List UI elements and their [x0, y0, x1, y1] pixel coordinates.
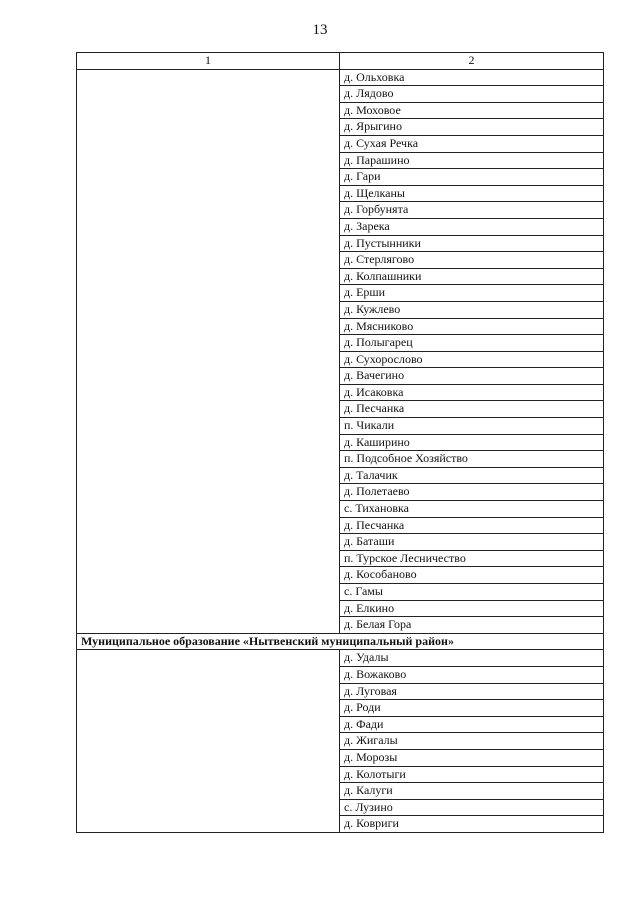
settlement-cell: д. Горбунята	[340, 202, 604, 219]
settlement-cell: д. Вожаково	[340, 666, 604, 683]
settlement-cell: д. Лядово	[340, 86, 604, 103]
settlement-cell: д. Фади	[340, 716, 604, 733]
column-header-1: 1	[77, 53, 340, 70]
settlement-cell: д. Исаковка	[340, 384, 604, 401]
settlement-cell: д. Кособаново	[340, 567, 604, 584]
settlement-cell: д. Колпашники	[340, 268, 604, 285]
settlement-cell: д. Пустынники	[340, 235, 604, 252]
settlement-cell: с. Тихановка	[340, 501, 604, 518]
settlement-cell: д. Морозы	[340, 749, 604, 766]
settlement-cell: д. Калуги	[340, 783, 604, 800]
section-heading: Муниципальное образование «Нытвенский муниципальный район»	[77, 633, 604, 650]
settlement-cell: д. Полетаево	[340, 484, 604, 501]
settlement-cell: с. Лузино	[340, 799, 604, 816]
settlement-cell: д. Парашино	[340, 152, 604, 169]
page-number: 13	[312, 22, 328, 38]
settlement-cell: д. Гари	[340, 169, 604, 186]
settlement-cell: д. Луговая	[340, 683, 604, 700]
settlement-cell: д. Песчанка	[340, 401, 604, 418]
settlement-cell: д. Песчанка	[340, 517, 604, 534]
settlement-cell: д. Колотыги	[340, 766, 604, 783]
settlement-cell: д. Полыгарец	[340, 335, 604, 352]
settlement-cell: д. Сухорослово	[340, 351, 604, 368]
settlement-cell: д. Каширино	[340, 434, 604, 451]
settlement-cell: с. Гамы	[340, 584, 604, 601]
header-row	[77, 53, 604, 70]
settlement-cell: п. Чикали	[340, 418, 604, 435]
settlement-cell: д. Щелканы	[340, 185, 604, 202]
municipality-cell	[77, 69, 340, 633]
settlement-cell: д. Стерлягово	[340, 252, 604, 269]
settlement-cell: д. Моховое	[340, 102, 604, 119]
settlement-cell: д. Удалы	[340, 650, 604, 667]
settlement-cell: д. Сухая Речка	[340, 135, 604, 152]
settlements-table-body	[77, 53, 604, 833]
settlement-cell: п. Турское Лесничество	[340, 550, 604, 567]
section-heading-row	[77, 633, 604, 650]
settlement-cell: д. Роди	[340, 700, 604, 717]
settlement-cell: д. Жигалы	[340, 733, 604, 750]
settlement-cell: д. Мясниково	[340, 318, 604, 335]
settlement-cell: д. Белая Гора	[340, 617, 604, 634]
settlement-cell: д. Ковриги	[340, 816, 604, 833]
column-header-2: 2	[340, 53, 604, 70]
settlement-cell: д. Зарека	[340, 218, 604, 235]
settlement-cell: д. Баташи	[340, 534, 604, 551]
settlement-cell: д. Вачегино	[340, 368, 604, 385]
settlement-cell: д. Кужлево	[340, 301, 604, 318]
settlement-cell: д. Ольховка	[340, 69, 604, 86]
table-row	[77, 69, 604, 86]
municipality-cell	[77, 650, 340, 833]
settlements-table	[76, 52, 604, 833]
settlement-cell: д. Елкино	[340, 600, 604, 617]
settlement-cell: д. Талачик	[340, 467, 604, 484]
table-row	[77, 650, 604, 667]
settlement-cell: д. Ерши	[340, 285, 604, 302]
settlement-cell: д. Ярыгино	[340, 119, 604, 136]
settlement-cell: п. Подсобное Хозяйство	[340, 451, 604, 468]
